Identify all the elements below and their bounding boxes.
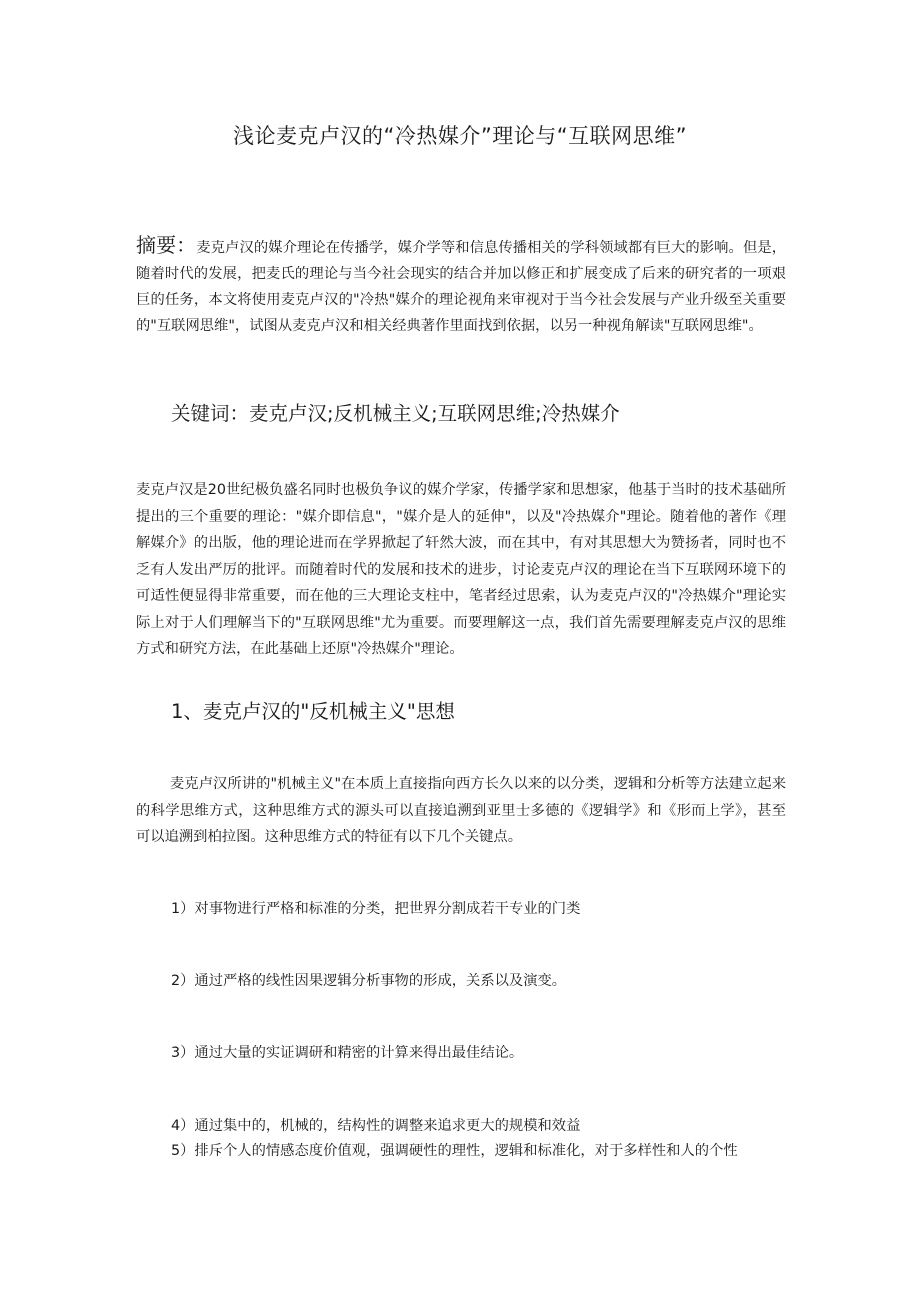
list-item: 2）通过严格的线性因果逻辑分析事物的形成，关系以及演变。 — [171, 973, 567, 989]
abstract-block — [136, 232, 786, 339]
section-paragraph: 麦克卢汉所讲的"机械主义"在本质上直接指向西方长久以来的以分类，逻辑和分析等方法建立起来的科学思维方式，这种思维方式的源头可以直接追溯到亚里士多德的《逻辑学》和《形而上学》，甚至可以追溯到柏拉图。这种思维方式的特征有以下几个关键点。 — [136, 776, 786, 845]
intro-paragraph: 麦克卢汉是20世纪极负盛名同时也极负争议的媒介学家，传播学家和思想家，他基于当时的技术基础所提出的三个重要的理论："媒介即信息"，"媒介是人的延伸"，以及"冷热媒介"理论。随着他的著作《理解媒介》的出版，他的理论进而在学界掀起了轩然大波，而在其中，有对其思想大为赞扬者，同时也不乏有人发出严厉的批评。而随着时代的发展和技术的进步，讨论麦克卢汉的理论在当下互联网环境下的可适性便显得非常重要，而在他的三大理论支柱中，笔者经过思索，认为麦克卢汉的"冷热媒介"理论实际上对于人们理解当下的"互联网思维"尤为重要。而要理解这一点，我们首先需要理解麦克卢汉的思维方式和研究方法，在此基础上还原"冷热媒介"理论。 — [136, 482, 786, 657]
abstract-label: 摘要： — [136, 233, 197, 257]
document-title: 浅论麦克卢汉的“冷热媒介”理论与“互联网思维” — [232, 124, 688, 148]
section-heading: 1、麦克卢汉的"反机械主义"思想 — [171, 700, 455, 723]
list-item: 5）排斥个人的情感态度价值观，强调硬性的理性，逻辑和标准化，对于多样性和人的个性 — [171, 1143, 738, 1159]
keywords-line: 关键词：麦克卢汉;反机械主义;互联网思维;冷热媒介 — [171, 402, 620, 425]
list-item: 4）通过集中的，机械的，结构性的调整来追求更大的规模和效益 — [171, 1118, 581, 1134]
abstract-text: 麦克卢汉的媒介理论在传播学，媒介学等和信息传播相关的学科领域都有巨大的影响。但是，随着时代的发展，把麦氏的理论与当今社会现实的结合并加以修正和扩展变成了后来的研究者的一项艰巨的任务，本文将使用麦克卢汉的"冷热"媒介的理论视角来审视对于当今社会发展与产业升级至关重要的"互联网思维"，试图从麦克卢汉和相关经典著作里面找到依据，以另一种视角解读"互联网思维"。 — [136, 240, 787, 334]
list-item: 1）对事物进行严格和标准的分类，把世界分割成若干专业的门类 — [171, 901, 581, 917]
list-item: 3）通过大量的实证调研和精密的计算来得出最佳结论。 — [171, 1045, 524, 1061]
